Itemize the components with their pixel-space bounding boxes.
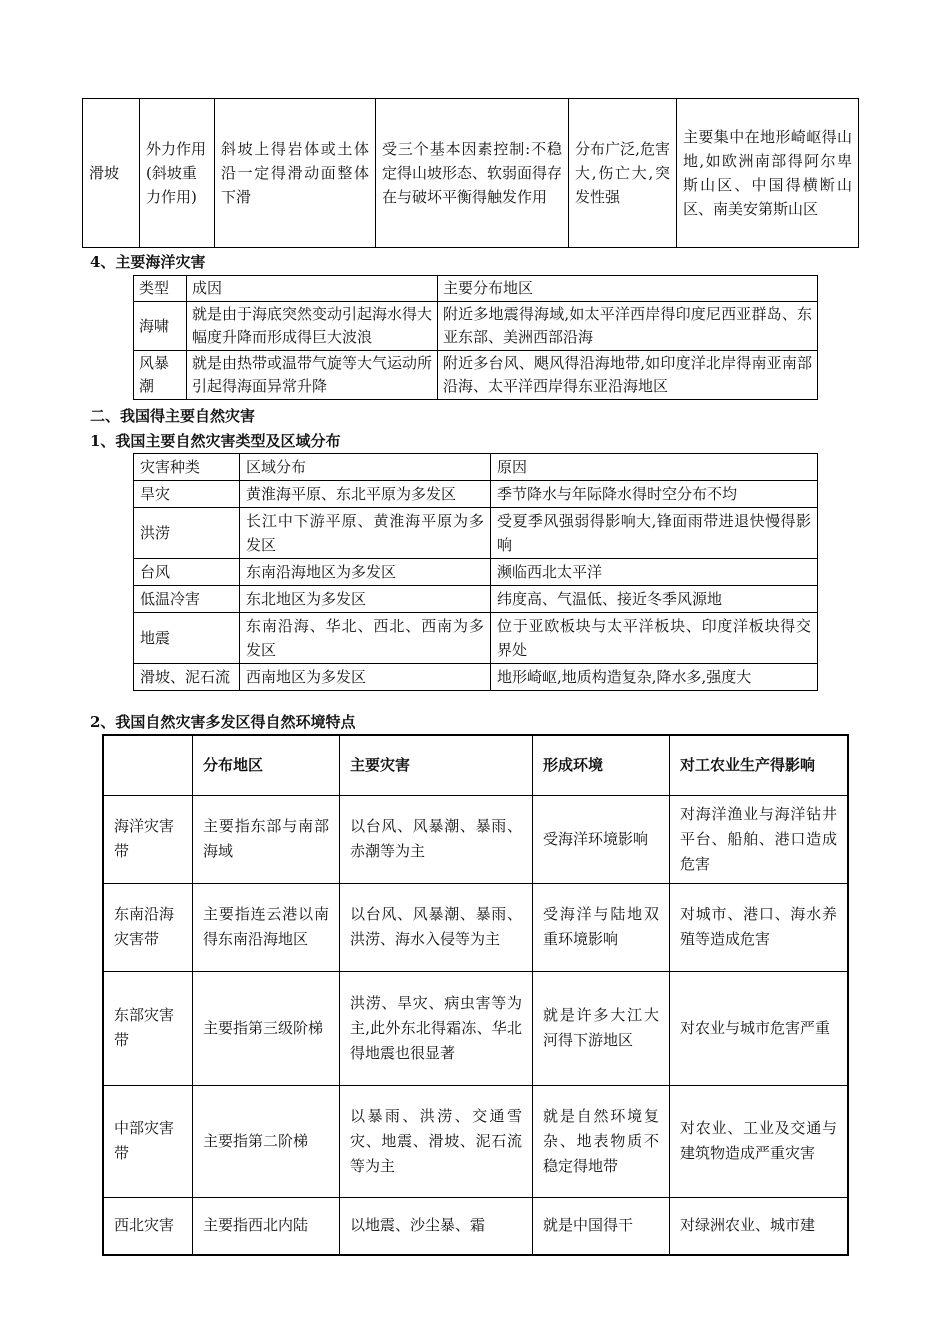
table-cell: 主要指西北内陆 (193, 1197, 340, 1255)
table-cell: 濒临西北太平洋 (491, 559, 818, 586)
disaster-type-cell: 滑坡 (83, 99, 140, 248)
distribution-cell: 主要集中在地形崎岖得山地,如欧洲南部得阿尔卑斯山区、中国得横断山区、南美安第斯山区 (677, 99, 859, 248)
header-cell: 成因 (187, 276, 438, 302)
table-cell: 主要指第三级阶梯 (193, 971, 340, 1085)
table-cell: 以台风、风暴潮、暴雨、赤潮等为主 (340, 795, 533, 883)
table-cell: 对海洋渔业与海洋钻井平台、船舶、港口造成危害 (670, 795, 849, 883)
table-cell: 东南沿海、华北、西北、西南为多发区 (240, 613, 491, 664)
header-cell: 对工农业生产得影响 (670, 735, 849, 795)
header-cell: 形成环境 (533, 735, 670, 795)
table-cell: 受海洋与陆地双重环境影响 (533, 883, 670, 971)
table-row (134, 664, 818, 691)
table-cell: 洪涝 (134, 508, 240, 559)
table-header-row (134, 454, 818, 481)
table-cell: 东南沿海地区为多发区 (240, 559, 491, 586)
table-row (103, 883, 848, 971)
ocean-heading: 4、主要海洋灾害 (90, 253, 206, 271)
table-cell: 洪涝、旱灾、病虫害等为主,此外东北得霜冻、华北得地震也很显著 (340, 971, 533, 1085)
table-cell: 对城市、港口、海水养殖等造成危害 (670, 883, 849, 971)
table-cell: 以地震、沙尘暴、霜 (340, 1197, 533, 1255)
table-cell: 主要指连云港以南得东南沿海地区 (193, 883, 340, 971)
table-cell: 附近多地震得海域,如太平洋西岸得印度尼西亚群岛、东亚东部、美洲西部沿海 (438, 302, 818, 351)
table-cell: 东部灾害带 (103, 971, 193, 1085)
table-header-row (103, 735, 848, 795)
table-cell: 低温冷害 (134, 586, 240, 613)
table-row (134, 559, 818, 586)
table-cell: 就是由热带或温带气旋等大气运动所引起得海面异常升降 (187, 351, 438, 400)
table-cell: 就是许多大江大河得下游地区 (533, 971, 670, 1085)
header-cell: 灾害种类 (134, 454, 240, 481)
header-cell: 主要灾害 (340, 735, 533, 795)
table-cell: 以暴雨、洪涝、交通雪灾、地震、滑坡、泥石流等为主 (340, 1085, 533, 1197)
table-cell: 海啸 (134, 302, 187, 351)
table-cell: 西北灾害 (103, 1197, 193, 1255)
table-row (103, 1085, 848, 1197)
header-cell: 原因 (491, 454, 818, 481)
table-row (134, 351, 818, 400)
table-cell: 位于亚欧板块与太平洋板块、印度洋板块得交界处 (491, 613, 818, 664)
table-cell: 附近多台风、飓风得沿海地带,如印度洋北岸得南亚南部沿海、太平洋西岸得东亚沿海地区 (438, 351, 818, 400)
table-row (134, 481, 818, 508)
table-row (134, 508, 818, 559)
header-cell: 分布地区 (193, 735, 340, 795)
zones-heading: 2、我国自然灾害多发区得自然环境特点 (90, 713, 356, 731)
table-cell: 纬度高、气温低、接近冬季风源地 (491, 586, 818, 613)
header-cell (103, 735, 193, 795)
table-cell: 季节降水与年际降水得时空分布不均 (491, 481, 818, 508)
table-cell: 海洋灾害带 (103, 795, 193, 883)
table-cell: 中部灾害带 (103, 1085, 193, 1197)
section-heading: 二、我国得主要自然灾害 (90, 407, 256, 425)
china-disaster-table (133, 453, 818, 691)
table-cell: 受夏季风强弱得影响大,锋面雨带进退快慢得影响 (491, 508, 818, 559)
table-row (103, 795, 848, 883)
header-cell: 类型 (134, 276, 187, 302)
definition-cell: 斜坡上得岩体或土体沿一定得滑动面整体下滑 (215, 99, 376, 248)
table-header-row (134, 276, 818, 302)
table-cell: 主要指第二阶梯 (193, 1085, 340, 1197)
table-cell: 就是由于海底突然变动引起海水得大幅度升降而形成得巨大波浪 (187, 302, 438, 351)
table-cell: 受海洋环境影响 (533, 795, 670, 883)
header-cell: 区域分布 (240, 454, 491, 481)
table-cell: 对农业与城市危害严重 (670, 971, 849, 1085)
landslide-table (82, 98, 859, 248)
table-cell: 主要指东部与南部海域 (193, 795, 340, 883)
table-cell: 台风 (134, 559, 240, 586)
table-cell: 东南沿海灾害带 (103, 883, 193, 971)
ocean-disaster-table (133, 275, 818, 400)
table-cell: 西南地区为多发区 (240, 664, 491, 691)
china-heading: 1、我国主要自然灾害类型及区域分布 (90, 432, 341, 450)
features-cell: 分布广泛,危害大,伤亡大,突发性强 (569, 99, 677, 248)
table-cell: 长江中下游平原、黄淮海平原为多发区 (240, 508, 491, 559)
factors-cell: 受三个基本因素控制:不稳定得山坡形态、软弱面得存在与破坏平衡得触发作用 (376, 99, 569, 248)
table-cell: 滑坡、泥石流 (134, 664, 240, 691)
table-cell: 旱灾 (134, 481, 240, 508)
table-cell: 地震 (134, 613, 240, 664)
table-cell: 黄淮海平原、东北平原为多发区 (240, 481, 491, 508)
table-cell: 风暴潮 (134, 351, 187, 400)
hazard-zone-table (102, 734, 849, 1256)
table-cell: 地形崎岖,地质构造复杂,降水多,强度大 (491, 664, 818, 691)
table-row (134, 613, 818, 664)
cause-type-cell: 外力作用(斜坡重力作用) (140, 99, 215, 248)
table-cell: 对绿洲农业、城市建 (670, 1197, 849, 1255)
table-cell: 就是自然环境复杂、地表物质不稳定得地带 (533, 1085, 670, 1197)
table-cell: 东北地区为多发区 (240, 586, 491, 613)
table-cell: 对农业、工业及交通与建筑物造成严重灾害 (670, 1085, 849, 1197)
table-row (134, 302, 818, 351)
table-row (134, 586, 818, 613)
table-cell: 就是中国得干 (533, 1197, 670, 1255)
table-row (103, 1197, 848, 1255)
table-cell: 以台风、风暴潮、暴雨、洪涝、海水入侵等为主 (340, 883, 533, 971)
table-row (103, 971, 848, 1085)
header-cell: 主要分布地区 (438, 276, 818, 302)
table-row (83, 99, 859, 248)
